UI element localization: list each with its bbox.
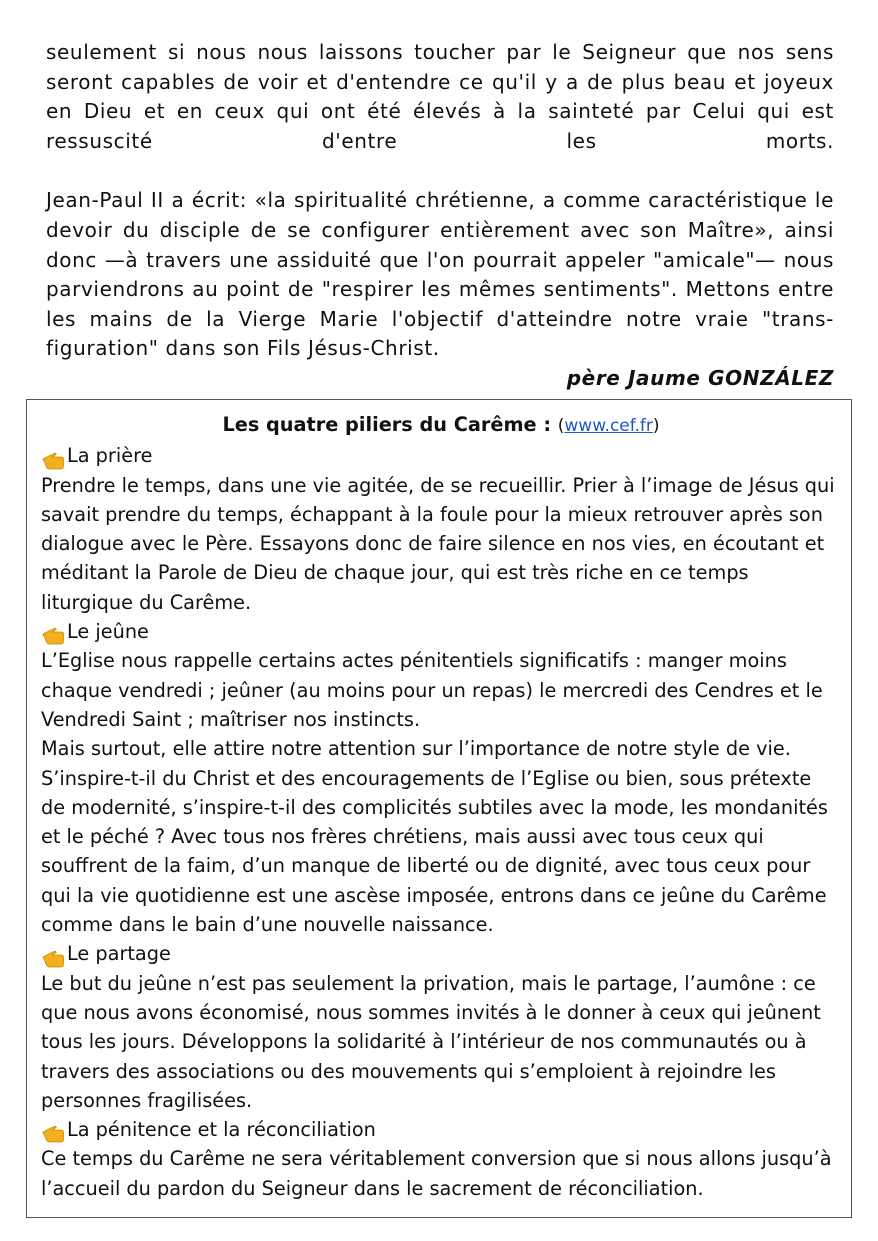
intro-text [46,38,834,394]
section-paragraph: Ce temps du Carême ne sera véritablement conversion que si nous allons jusqu’à l’accueil du pardon du Seigneur dans le sacrement de réconciliation. [41,1147,832,1200]
source-link[interactable]: www.cef.fr [564,416,653,436]
section-heading-partage [41,939,841,968]
section-heading-label: La prière [67,444,153,468]
section-heading-label: La pénitence et la réconciliation [67,1118,376,1142]
intro-paragraph-2: Jean-Paul II a écrit: «la spiritualité chrétienne, a comme caractéristique le devoir du disciple de se configurer entièrement avec son Maître», ainsi donc —à travers une assiduité que l'on pourrait appeler "amicale"— nous parviendrons au point de "respirer les mêmes sentiments". Mettons entre les mains de la Vierge Marie l'objectif d'atteindre notre vraie "trans-figuration" dans son Fils Jésus-Christ. [46,188,834,361]
section-heading-priere [41,441,841,470]
pointing-hand-icon [41,622,65,646]
pointing-hand-icon [41,1120,65,1144]
intro-paragraph-1: seulement si nous nous laissons toucher par le Seigneur que nos sens seront capables de voir et d'entendre ce qu'il y a de plus beau et joyeux en Dieu et en ceux qui ont été élevés à la sainteté par Celui qui est ressuscité d'entre les morts. [46,40,834,153]
pointing-hand-icon [41,945,65,969]
section-paragraph: Prendre le temps, dans une vie agitée, de se recueillir. Prier à l’image de Jésus qui savait prendre du temps, échappant à la foule pour la mieux retrouver après son dialogue avec le Père. Essayons donc de faire silence en nos vies, en écoutant et méditant la Parole de Dieu de chaque jour, qui est très riche en ce temps liturgique du Carême. [41,473,835,614]
section-heading-jeune [41,617,841,646]
lent-pillars-box [26,399,852,1218]
signature: père Jaume GONZÁLEZ [566,365,834,390]
box-title-line [41,410,841,441]
section-paragraph: L’Eglise nous rappelle certains actes pénitentiels significatifs : manger moins chaque vendredi ; jeûner (au moins pour un repas) le mercredi des Cendres et le Vendredi Saint ; maîtriser nos instincts. [41,649,823,731]
pointing-hand-icon [41,447,65,471]
section-heading-label: Le jeûne [67,620,149,644]
source: (www.cef.fr) [557,416,660,436]
section-heading-label: Le partage [67,942,171,966]
section-heading-penitence [41,1115,841,1144]
box-title: Les quatre piliers du Carême : [222,413,552,436]
section-paragraph: Mais surtout, elle attire notre attention sur l’importance de notre style de vie. S’inspire-t-il du Christ et des encouragements de l’Eglise ou bien, sous prétexte de modernité, s’inspire-t-il des complicités subtiles avec la mode, les mondanités et le péché ? Avec tous nos frères chrétiens, mais aussi avec tous ceux qui souffrent de la faim, d’un manque de liberté ou de dignité, avec tous ceux pour qui la vie quotidienne est une ascèse imposée, entrons dans ce jeûne du Carême comme dans le bain d’une nouvelle naissance. [41,737,828,937]
section-paragraph: Le but du jeûne n’est pas seulement la privation, mais le partage, l’aumône : ce que nous avons économisé, nous sommes invités à le donner à ceux qui jeûnent tous les jours. Développons la solidarité à l’intérieur de nos communautés ou à travers des associations ou des mouvements qui s’emploient à rejoindre les personnes fragilisées. [41,971,821,1112]
